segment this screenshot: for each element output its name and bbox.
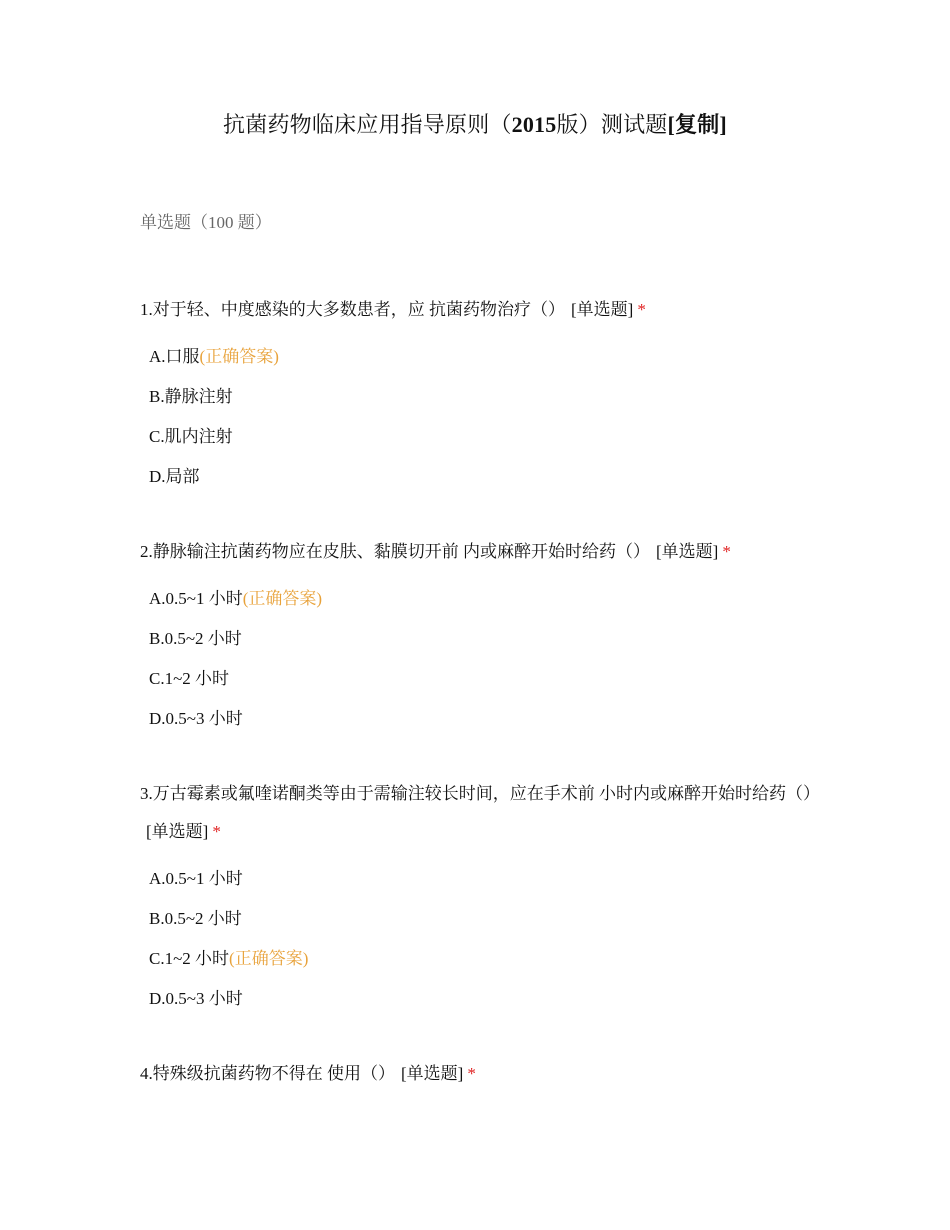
question-stem: 1.对于轻、中度感染的大多数患者，应 抗菌药物治疗（） — [140, 300, 565, 319]
option-label: D.0.5~3 小时 — [149, 709, 243, 728]
question-1 — [140, 291, 830, 497]
option-d[interactable] — [140, 457, 830, 497]
question-4 — [140, 1055, 830, 1093]
option-label: B.0.5~2 小时 — [149, 909, 242, 928]
required-mark: * — [722, 542, 731, 561]
question-3 — [140, 775, 830, 1019]
option-a[interactable] — [140, 859, 830, 899]
option-label: A.0.5~1 小时 — [149, 869, 243, 888]
question-2 — [140, 533, 830, 739]
option-d[interactable] — [140, 979, 830, 1019]
question-text — [140, 291, 830, 329]
option-label: B.静脉注射 — [149, 387, 233, 406]
option-a[interactable] — [140, 337, 830, 377]
title-middle: 版）测试题 — [556, 112, 668, 137]
option-d[interactable] — [140, 699, 830, 739]
section-label: 单选题（100 题） — [140, 213, 272, 232]
option-b[interactable] — [140, 377, 830, 417]
option-list — [140, 859, 830, 1019]
question-type: [单选题] — [401, 1064, 464, 1083]
option-a[interactable] — [140, 579, 830, 619]
option-label: A.0.5~1 小时 — [149, 589, 243, 608]
question-text — [140, 775, 830, 851]
correct-answer-tag: (正确答案) — [199, 347, 279, 366]
option-list — [140, 579, 830, 739]
option-label: A.口服 — [149, 347, 200, 366]
option-c[interactable] — [140, 939, 830, 979]
correct-answer-tag: (正确答案) — [229, 949, 309, 968]
question-text — [140, 1055, 830, 1093]
question-type: [单选题] — [656, 542, 719, 561]
question-stem: 3.万古霉素或氟喹诺酮类等由于需输注较长时间，应在手术前 小时内或麻醉开始时给药（） — [140, 784, 820, 803]
option-c[interactable] — [140, 417, 830, 457]
option-c[interactable] — [140, 659, 830, 699]
option-label: C.1~2 小时 — [149, 669, 230, 688]
correct-answer-tag: (正确答案) — [242, 589, 323, 608]
required-mark: * — [212, 822, 221, 841]
option-list — [140, 337, 830, 497]
option-label: D.0.5~3 小时 — [149, 989, 243, 1008]
title-year: 2015 — [511, 112, 557, 137]
question-text — [140, 533, 830, 571]
option-b[interactable] — [140, 899, 830, 939]
question-type: [单选题] — [571, 300, 634, 319]
title-prefix: 抗菌药物临床应用指导原则（ — [223, 112, 512, 137]
title-suffix: [复制] — [667, 112, 727, 137]
option-label: B.0.5~2 小时 — [149, 629, 242, 648]
option-label: C.肌内注射 — [149, 427, 233, 446]
question-stem: 2.静脉输注抗菌药物应在皮肤、黏膜切开前 内或麻醉开始时给药（） — [140, 542, 650, 561]
option-label: C.1~2 小时 — [149, 949, 230, 968]
required-mark: * — [467, 1064, 476, 1083]
option-b[interactable] — [140, 619, 830, 659]
page-title — [0, 108, 950, 139]
question-stem: 4.特殊级抗菌药物不得在 使用（） — [140, 1064, 395, 1083]
option-label: D.局部 — [149, 467, 200, 486]
question-type: [单选题] — [146, 822, 209, 841]
required-mark: * — [637, 300, 646, 319]
